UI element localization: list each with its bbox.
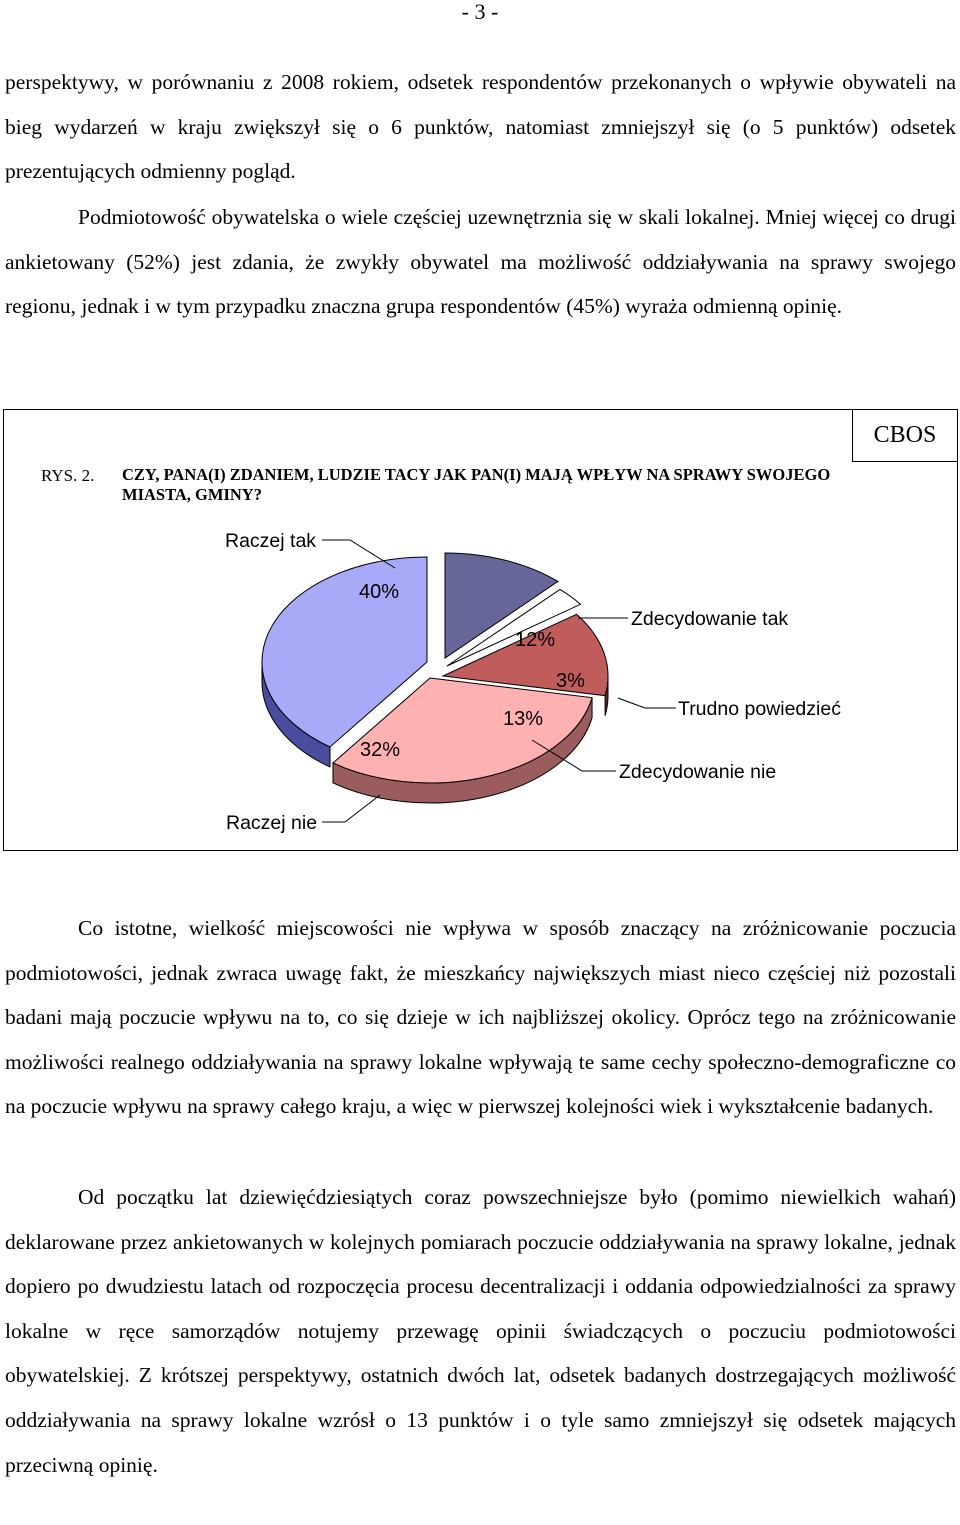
slice-label-zdecydowanie-tak: Zdecydowanie tak — [631, 608, 789, 630]
data-label-raczej-nie: 32% — [360, 739, 401, 761]
paragraph-local: Podmiotowość obywatelska o wiele częściej uzewnętrznia się w skali lokalnej. Mniej więcej co drugi ankietowany (52%) jest zdania, że zwykły obywatel ma możliwość oddziaływania na sprawy swojego regionu, jednak i w tym przypadku znaczna grupa respondentów (45%) wyraża odmienną opinię. — [5, 205, 956, 319]
data-label-zdecydowanie-tak: 12% — [515, 629, 556, 651]
paragraph-trend: Od początku lat dziewięćdziesiątych coraz powszechniejsze było (pomimo niewielkich wahań) deklarowane przez ankietowanych w kolejnych pomiarach poczucie oddziaływania na sprawy lokalne, jednak dopiero po dwudziestu latach od rozpoczęcia procesu decentralizacji i oddania odpowiedzialności za sprawy lokalne w ręce samorządów notujemy przewagę opinii świadczących o poczuciu podmiotowości obywatelskiej. Z krótszej perspektywy, ostatnich dwóch lat, odsetek badanych dostrzegających możliwość oddziaływania na sprawy lokalne wzrósł o 13 punktów i o tyle samo zmniejszył się odsetek mających przeciwną opinię. — [5, 1185, 956, 1477]
paragraph-town-size: Co istotne, wielkość miejscowości nie wpływa w sposób znaczący na zróżnicowanie poczucia podmiotowości, jednak zwraca uwagę fakt, że mieszkańcy największych miast nieco częściej niż pozostali badani mają poczucie wpływu na to, co się dzieje w ich najbliższej okolicy. Oprócz tego na zróżnicowanie możliwości realnego oddziaływania na sprawy lokalne wpływają te same cechy społeczno-demograficzne co na poczucie wpływu na sprawy całego kraju, a więc w pierwszej kolejności wiek i wykształcenie badanych. — [5, 916, 956, 1119]
figure-number: RYS. 2. — [41, 466, 95, 485]
paragraph-intro: perspektywy, w porównaniu z 2008 rokiem, odsetek respondentów przekonanych o wpływie obywateli na bieg wydarzeń w kraju zwiększył się o 6 punktów, natomiast zmniejszył się (o 5 punktów) odsetek prezentujących odmienny pogląd. — [5, 70, 956, 184]
leader-line-trudno-powiedziec — [618, 698, 676, 708]
slice-label-trudno-powiedziec: Trudno powiedzieć — [678, 698, 841, 720]
data-label-raczej-tak: 40% — [359, 581, 400, 603]
slice-label-raczej-nie: Raczej nie — [226, 812, 318, 834]
source-box: CBOS — [852, 409, 958, 462]
slice-label-raczej-tak: Raczej tak — [225, 530, 317, 552]
data-label-zdecydowanie-nie: 13% — [503, 708, 544, 730]
data-label-trudno-powiedziec: 3% — [556, 670, 585, 692]
figure-title: CZY, PANA(I) ZDANIEM, LUDZIE TACY JAK PAN(I) MAJĄ WPŁYW NA SPRAWY SWOJEGO MIASTA, GMINY? — [122, 465, 831, 504]
page-number: - 3 - — [461, 0, 499, 24]
leader-line-raczej-nie — [322, 795, 380, 822]
slice-label-zdecydowanie-nie: Zdecydowanie nie — [619, 761, 777, 783]
